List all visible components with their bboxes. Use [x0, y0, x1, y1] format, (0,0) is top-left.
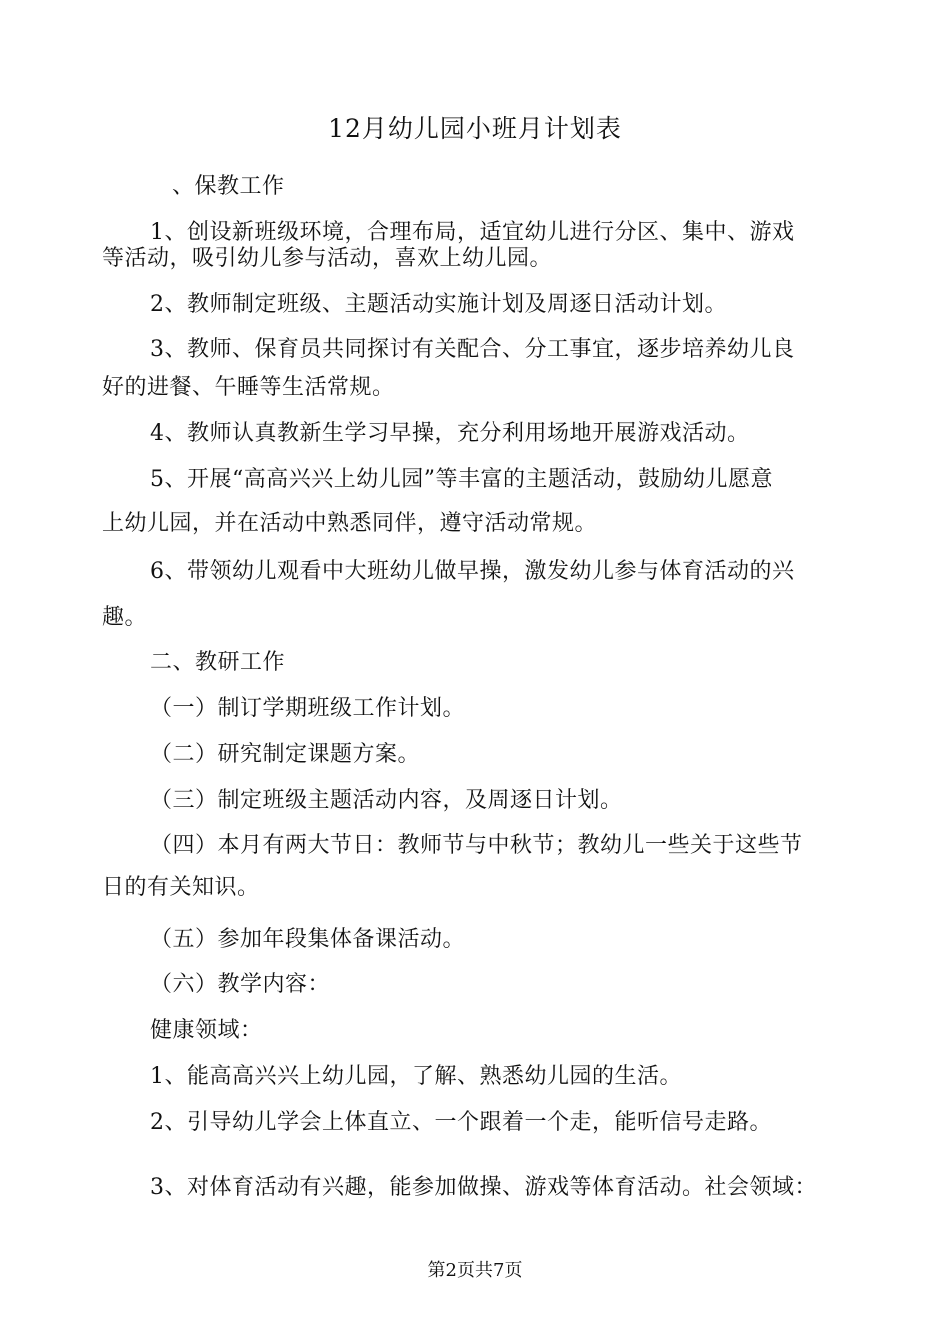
paragraph-line: 3、教师、保育员共同探讨有关配合、分工事宜，逐步培养幼儿良	[150, 337, 795, 362]
list-item: （六）教学内容：	[150, 972, 331, 997]
section-heading-research: 二、教研工作	[150, 650, 286, 675]
paragraph-line: 趣。	[102, 605, 148, 630]
page-number-footer: 第2页共7页	[427, 1260, 523, 1281]
paragraph-line: 2、教师制定班级、主题活动实施计划及周逐日活动计划。	[150, 292, 727, 317]
paragraph-line: 1、创设新班级环境，合理布局，适宜幼儿进行分区、集中、游戏	[150, 220, 795, 245]
paragraph-line: 5、开展“高高兴兴上幼儿园”等丰富的主题活动，鼓励幼儿愿意	[150, 467, 773, 492]
list-item: （二）研究制定课题方案。	[150, 742, 421, 767]
paragraph-line: 1、能高高兴兴上幼儿园，了解、熟悉幼儿园的生活。	[150, 1064, 682, 1089]
list-item-continuation: 日的有关知识。	[102, 875, 260, 900]
paragraph-line: 上幼儿园，并在活动中熟悉同伴，遵守活动常规。	[102, 511, 598, 536]
list-item: （三）制定班级主题活动内容，及周逐日计划。	[150, 788, 623, 813]
paragraph-line: 等活动，吸引幼儿参与活动，喜欢上幼儿园。	[102, 246, 553, 271]
section-heading-care-education: 、保教工作	[172, 174, 285, 199]
paragraph-line: 3、对体育活动有兴趣，能参加做操、游戏等体育活动。社会领域：	[150, 1175, 817, 1200]
paragraph-line: 好的进餐、午睡等生活常规。	[102, 375, 395, 400]
subsection-heading-health: 健康领域：	[150, 1018, 263, 1043]
list-item: （五）参加年段集体备课活动。	[150, 927, 466, 952]
paragraph-line: 4、教师认真教新生学习早操，充分利用场地开展游戏活动。	[150, 421, 750, 446]
list-item: （一）制订学期班级工作计划。	[150, 696, 466, 721]
paragraph-line: 2、引导幼儿学会上体直立、一个跟着一个走，能听信号走路。	[150, 1110, 772, 1135]
paragraph-line: 6、带领幼儿观看中大班幼儿做早操，激发幼儿参与体育活动的兴	[150, 559, 795, 584]
document-title: 12月幼儿园小班月计划表	[328, 114, 622, 143]
list-item: （四）本月有两大节日：教师节与中秋节；教幼儿一些关于这些节	[150, 833, 803, 858]
